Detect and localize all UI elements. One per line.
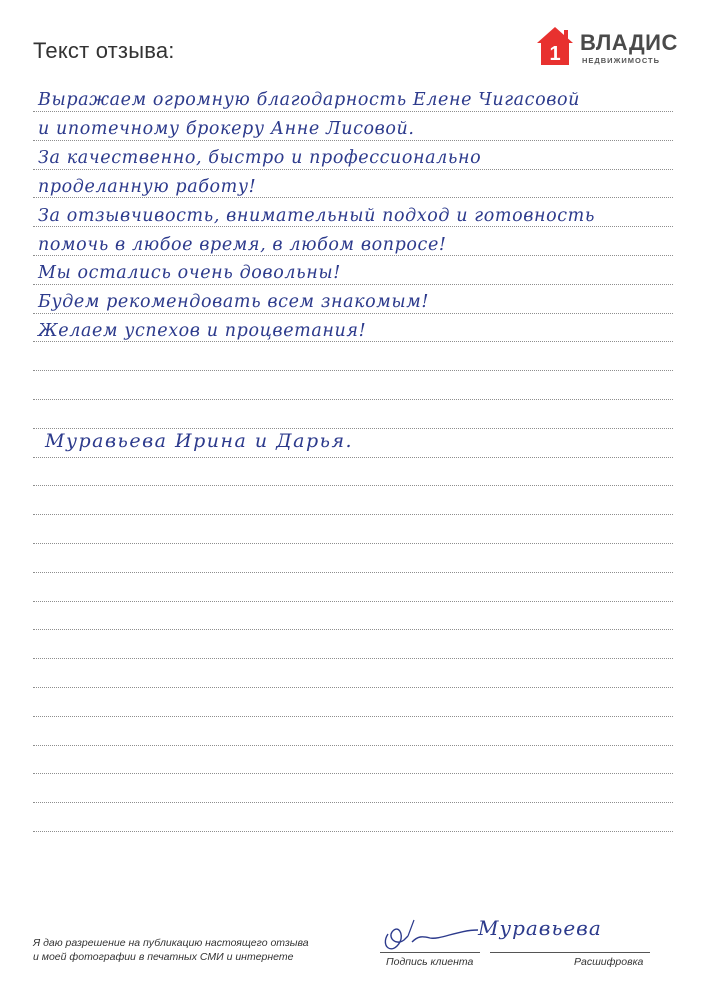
ruled-line (33, 773, 673, 774)
transcript-line (490, 952, 650, 953)
ruled-line (33, 572, 673, 573)
reviewer-names: Муравьева Ирина и Дарья. (45, 430, 354, 452)
logo-subtitle: НЕДВИЖИМОСТЬ (582, 56, 661, 65)
client-signature (378, 912, 488, 962)
review-line: За отзывчивость, внимательный подход и готовность (38, 206, 595, 226)
ruled-line (33, 514, 673, 515)
ruled-line (33, 831, 673, 832)
ruled-line (33, 111, 673, 112)
ruled-line (33, 716, 673, 717)
handwritten-transcript: Муравьева (478, 916, 602, 940)
transcript-label: Расшифровка (574, 956, 644, 968)
ruled-line (33, 745, 673, 746)
review-line: проделанную работу! (38, 177, 257, 197)
consent-line: Я даю разрешение на публикацию настоящего отзыва (33, 937, 309, 949)
ruled-line (33, 169, 673, 170)
ruled-line (33, 428, 673, 429)
ruled-line (33, 629, 673, 630)
review-line: Мы остались очень довольны! (38, 263, 341, 283)
signature-line (380, 952, 480, 953)
ruled-line (33, 255, 673, 256)
ruled-line (33, 601, 673, 602)
review-line: и ипотечному брокеру Анне Лисовой. (38, 119, 415, 139)
ruled-line (33, 284, 673, 285)
ruled-line (33, 485, 673, 486)
ruled-line (33, 687, 673, 688)
review-line: Выражаем огромную благодарность Елене Чигасовой (38, 90, 581, 110)
ruled-line (33, 226, 673, 227)
review-line: Будем рекомендовать всем знакомым! (38, 292, 430, 312)
svg-text:1: 1 (549, 43, 561, 65)
ruled-line (33, 457, 673, 458)
ruled-line (33, 658, 673, 659)
ruled-line (33, 543, 673, 544)
review-line: За качественно, быстро и профессионально (38, 148, 482, 168)
publication-consent (33, 936, 309, 964)
ruled-line (33, 341, 673, 342)
client-signature-label: Подпись клиента (386, 956, 474, 968)
review-line: Желаем успехов и процветания! (38, 321, 367, 341)
ruled-line (33, 197, 673, 198)
logo-brand: ВЛАДИС (580, 30, 678, 55)
ruled-line (33, 399, 673, 400)
page-title: Текст отзыва: (33, 38, 175, 63)
ruled-line (33, 802, 673, 803)
review-line: помочь в любое время, в любом вопросе! (38, 235, 447, 255)
consent-line: и моей фотографии в печатных СМИ и интернете (33, 951, 294, 963)
ruled-line (33, 313, 673, 314)
ruled-line (33, 370, 673, 371)
ruled-line (33, 140, 673, 141)
